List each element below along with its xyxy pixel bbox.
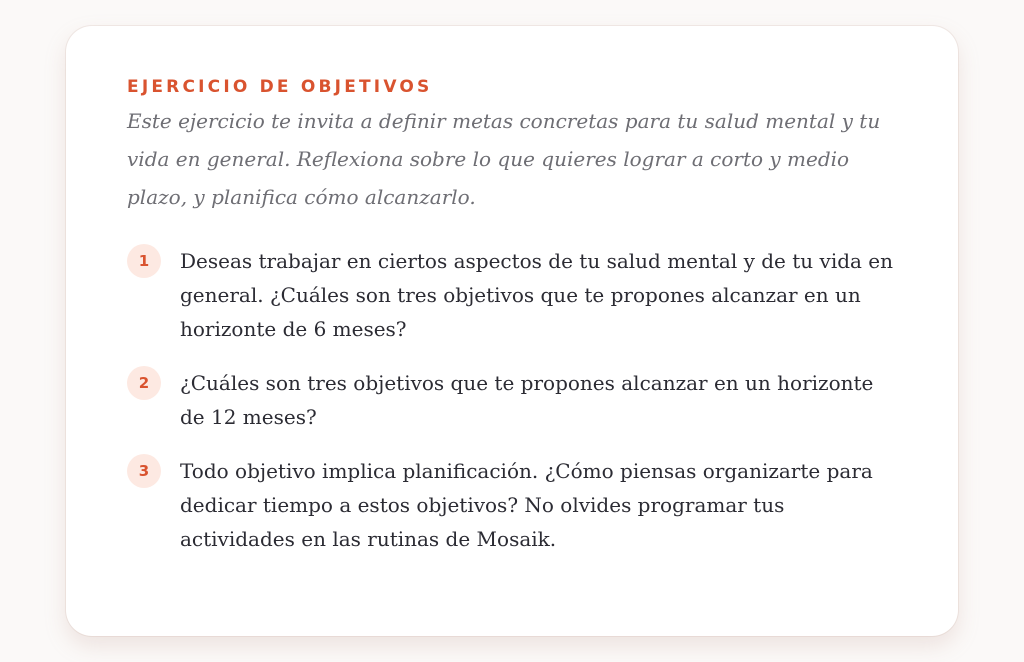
question-text: Todo objetivo implica planificación. ¿Cómo piensas organizarte para dedicar tiempo a estos objetivos? No olvides programar tus actividades en las rutinas de Mosaik. bbox=[180, 459, 873, 551]
question-item-1 bbox=[127, 244, 900, 346]
question-item-2 bbox=[127, 366, 900, 434]
question-list bbox=[127, 244, 898, 556]
question-number-badge: 2 bbox=[127, 366, 161, 400]
exercise-card bbox=[66, 26, 958, 636]
exercise-eyebrow-title: EJERCICIO DE OBJETIVOS bbox=[127, 77, 433, 97]
question-text: ¿Cuáles son tres objetivos que te propones alcanzar en un horizonte de 12 meses? bbox=[180, 371, 874, 429]
question-number-badge: 3 bbox=[127, 454, 161, 488]
question-item-3 bbox=[127, 454, 900, 556]
question-number-badge: 1 bbox=[127, 244, 161, 278]
exercise-intro: Este ejercicio te invita a definir metas concretas para tu salud mental y tu vida en general. Reflexiona sobre lo que quieres lograr a corto y medio plazo, y planifica cómo alcanzarlo. bbox=[127, 109, 881, 209]
question-text: Deseas trabajar en ciertos aspectos de tu salud mental y de tu vida en general. ¿Cuáles son tres objetivos que te propones alcanzar en un horizonte de 6 meses? bbox=[180, 249, 894, 341]
